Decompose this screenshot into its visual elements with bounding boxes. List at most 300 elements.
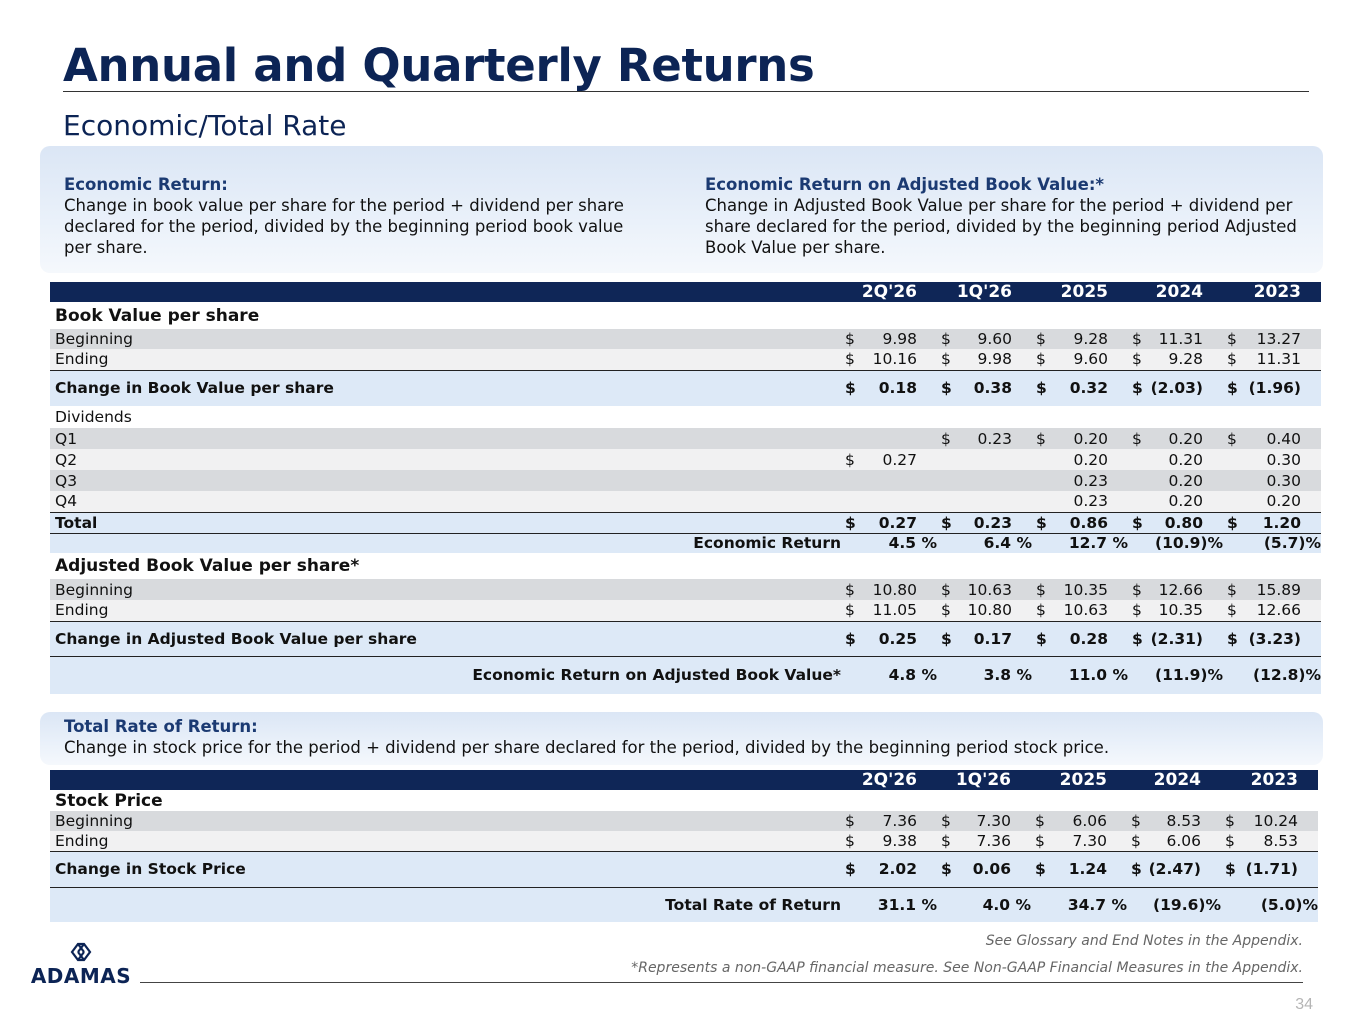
value-cell: (12.8)% bbox=[1223, 656, 1321, 694]
amount: 0.23 bbox=[1073, 492, 1108, 511]
amount: 11.05 bbox=[872, 601, 917, 620]
value-cell bbox=[1031, 790, 1127, 811]
amount: 10.80 bbox=[967, 601, 1012, 620]
amount: 11.31 bbox=[1256, 350, 1301, 369]
value-cell bbox=[1223, 428, 1321, 449]
total-rate-of-return-definition bbox=[64, 716, 1314, 758]
amount: 9.28 bbox=[1168, 350, 1203, 369]
definition-heading: Economic Return: bbox=[64, 175, 228, 194]
currency-symbol: $ bbox=[1036, 601, 1046, 620]
table-row bbox=[50, 329, 1321, 349]
currency-symbol: $ bbox=[845, 330, 855, 348]
value-cell bbox=[841, 553, 937, 579]
value-cell bbox=[1128, 579, 1223, 600]
currency-symbol: $ bbox=[1227, 350, 1237, 369]
amount: 0.23 bbox=[1073, 471, 1108, 490]
amount: 0.80 bbox=[1164, 513, 1203, 532]
column-header bbox=[1031, 770, 1127, 790]
amount: 10.35 bbox=[1158, 601, 1203, 620]
amount: 9.98 bbox=[977, 350, 1012, 369]
value-cell bbox=[1128, 302, 1223, 329]
value-cell bbox=[1128, 621, 1223, 656]
currency-symbol: $ bbox=[1227, 601, 1237, 620]
amount: 0.20 bbox=[1266, 492, 1301, 511]
amount: 0.28 bbox=[1069, 629, 1108, 648]
amount: 0.27 bbox=[882, 450, 917, 469]
value-cell bbox=[1127, 851, 1221, 887]
row-label: Book Value per share bbox=[55, 305, 260, 326]
value-cell bbox=[1032, 512, 1128, 533]
amount: 10.80 bbox=[872, 580, 917, 599]
value-cell bbox=[1223, 621, 1321, 656]
table-row bbox=[50, 553, 1321, 579]
amount: 0.20 bbox=[1073, 450, 1108, 469]
amount: 10.35 bbox=[1063, 580, 1108, 599]
value-cell: 34.7 % bbox=[1031, 887, 1127, 922]
amount: 0.32 bbox=[1069, 379, 1108, 398]
amount: 9.98 bbox=[882, 330, 917, 348]
value-cell bbox=[1223, 302, 1321, 329]
value-cell bbox=[1223, 553, 1321, 579]
value-cell bbox=[937, 302, 1032, 329]
amount: 1.20 bbox=[1262, 513, 1301, 532]
value-cell bbox=[1032, 406, 1128, 428]
value-cell bbox=[1032, 600, 1128, 621]
amount: (2.31) bbox=[1150, 629, 1203, 648]
value-cell bbox=[1223, 449, 1321, 470]
value-cell bbox=[841, 851, 937, 887]
value-cell bbox=[1128, 329, 1223, 349]
amount: 0.20 bbox=[1168, 492, 1203, 511]
currency-symbol: $ bbox=[941, 429, 951, 448]
currency-symbol: $ bbox=[1035, 812, 1045, 830]
value-cell bbox=[1032, 553, 1128, 579]
currency-symbol: $ bbox=[941, 601, 951, 620]
value-cell bbox=[1128, 470, 1223, 491]
stock-price-table bbox=[50, 770, 1318, 922]
currency-symbol: $ bbox=[845, 831, 855, 850]
table-row bbox=[50, 512, 1321, 533]
amount: 10.16 bbox=[872, 350, 917, 369]
column-header bbox=[1032, 282, 1128, 302]
definition-text: Change in stock price for the period + dividend per share declared for the period, divided by the beginning period stock price. bbox=[64, 738, 1110, 757]
amount: (3.23) bbox=[1248, 629, 1301, 648]
table-row bbox=[50, 831, 1318, 851]
value-cell bbox=[1031, 831, 1127, 851]
value-cell bbox=[1128, 449, 1223, 470]
value-cell bbox=[841, 449, 937, 470]
non-gaap-footnote: *Represents a non-GAAP financial measure. See Non-GAAP Financial Measures in the Appendix. bbox=[631, 960, 1303, 976]
value-cell bbox=[937, 553, 1032, 579]
value-cell bbox=[1031, 811, 1127, 831]
currency-symbol: $ bbox=[1036, 330, 1046, 348]
currency-symbol: $ bbox=[941, 812, 951, 830]
amount: 0.38 bbox=[973, 379, 1012, 398]
amount: (1.71) bbox=[1245, 860, 1298, 878]
value-cell bbox=[841, 811, 937, 831]
value-cell: (5.7)% bbox=[1223, 533, 1321, 553]
table-row bbox=[50, 579, 1321, 600]
column-header bbox=[841, 770, 937, 790]
currency-symbol: $ bbox=[1227, 513, 1238, 532]
currency-symbol: $ bbox=[1225, 860, 1236, 878]
value-cell bbox=[1128, 600, 1223, 621]
value-cell: 6.4 % bbox=[937, 533, 1032, 553]
amount: 2.02 bbox=[878, 860, 917, 878]
value-cell bbox=[1032, 428, 1128, 449]
column-header-label: 2025 bbox=[1060, 282, 1108, 302]
currency-symbol: $ bbox=[845, 513, 856, 532]
value-cell bbox=[1128, 553, 1223, 579]
amount: 10.63 bbox=[1063, 601, 1108, 620]
value-cell bbox=[1128, 512, 1223, 533]
table-row bbox=[50, 349, 1321, 370]
column-header-row bbox=[50, 282, 1321, 302]
amount: 8.53 bbox=[1166, 812, 1201, 830]
amount: 9.60 bbox=[1073, 350, 1108, 369]
column-header-label: 2024 bbox=[1155, 282, 1203, 302]
value-cell bbox=[841, 349, 937, 370]
value-cell bbox=[1128, 349, 1223, 370]
row-label: Ending bbox=[50, 349, 841, 370]
value-cell bbox=[841, 600, 937, 621]
amount: 0.18 bbox=[878, 379, 917, 398]
currency-symbol: $ bbox=[1035, 860, 1046, 878]
table-row bbox=[50, 656, 1321, 694]
value-cell bbox=[937, 621, 1032, 656]
table-row bbox=[50, 811, 1318, 831]
row-label: Q3 bbox=[50, 470, 841, 491]
amount: 0.23 bbox=[977, 429, 1012, 448]
economic-return-adjusted-definition bbox=[705, 174, 1315, 258]
table-row bbox=[50, 851, 1318, 887]
value-cell bbox=[937, 512, 1032, 533]
row-label: Change in Book Value per share bbox=[50, 370, 841, 406]
value-cell bbox=[841, 491, 937, 512]
currency-symbol: $ bbox=[941, 580, 951, 599]
amount: 0.86 bbox=[1069, 513, 1108, 532]
value-cell bbox=[1128, 370, 1223, 406]
value-cell bbox=[841, 470, 937, 491]
value-cell bbox=[937, 600, 1032, 621]
amount: 0.30 bbox=[1266, 471, 1301, 490]
currency-symbol: $ bbox=[941, 831, 951, 850]
table-row bbox=[50, 621, 1321, 656]
table-row bbox=[50, 428, 1321, 449]
value-cell bbox=[1223, 406, 1321, 428]
logo-mark-icon bbox=[28, 938, 134, 966]
row-label: Q4 bbox=[50, 491, 841, 512]
value-cell bbox=[1223, 470, 1321, 491]
value-cell bbox=[937, 470, 1032, 491]
value-cell bbox=[1127, 831, 1221, 851]
column-header bbox=[1221, 770, 1318, 790]
value-cell bbox=[1032, 329, 1128, 349]
amount: 13.27 bbox=[1256, 330, 1301, 348]
value-cell bbox=[937, 491, 1032, 512]
amount: 0.30 bbox=[1266, 450, 1301, 469]
value-cell: (11.9)% bbox=[1128, 656, 1223, 694]
value-cell bbox=[1127, 811, 1221, 831]
amount: 1.24 bbox=[1068, 860, 1107, 878]
row-label: Adjusted Book Value per share* bbox=[55, 556, 360, 576]
currency-symbol: $ bbox=[845, 860, 856, 878]
currency-symbol: $ bbox=[941, 379, 952, 398]
value-cell bbox=[937, 831, 1031, 851]
row-label: Q2 bbox=[50, 449, 841, 470]
amount: 12.66 bbox=[1158, 580, 1203, 599]
column-header-label: 1Q'26 bbox=[956, 282, 1012, 302]
value-cell bbox=[841, 579, 937, 600]
currency-symbol: $ bbox=[845, 812, 855, 830]
value-cell bbox=[1128, 406, 1223, 428]
row-label: Beginning bbox=[50, 811, 841, 831]
value-cell: 11.0 % bbox=[1032, 656, 1128, 694]
value-cell bbox=[937, 579, 1032, 600]
value-cell bbox=[841, 370, 937, 406]
amount: 11.31 bbox=[1158, 330, 1203, 348]
currency-symbol: $ bbox=[845, 580, 855, 599]
table-row bbox=[50, 406, 1321, 428]
currency-symbol: $ bbox=[845, 379, 856, 398]
table-row bbox=[50, 449, 1321, 470]
value-cell bbox=[1223, 370, 1321, 406]
value-cell: (10.9)% bbox=[1128, 533, 1223, 553]
book-value-table bbox=[50, 282, 1321, 694]
column-header-label: 2024 bbox=[1153, 770, 1201, 790]
currency-symbol: $ bbox=[1132, 350, 1142, 369]
currency-symbol: $ bbox=[1225, 812, 1235, 830]
column-header bbox=[937, 770, 1031, 790]
currency-symbol: $ bbox=[941, 629, 952, 648]
currency-symbol: $ bbox=[941, 513, 952, 532]
currency-symbol: $ bbox=[1132, 601, 1142, 620]
value-cell: 4.8 % bbox=[841, 656, 937, 694]
amount: 10.24 bbox=[1253, 812, 1298, 830]
amount: 9.60 bbox=[977, 330, 1012, 348]
amount: 0.20 bbox=[1168, 450, 1203, 469]
value-cell bbox=[937, 428, 1032, 449]
definition-heading: Total Rate of Return: bbox=[64, 717, 258, 736]
currency-symbol: $ bbox=[1227, 330, 1237, 348]
amount: 7.36 bbox=[882, 812, 917, 830]
currency-symbol: $ bbox=[1132, 513, 1143, 532]
value-cell bbox=[937, 349, 1032, 370]
row-label: Total bbox=[50, 512, 841, 533]
currency-symbol: $ bbox=[1132, 330, 1142, 348]
value-cell bbox=[1032, 470, 1128, 491]
amount: 0.20 bbox=[1168, 429, 1203, 448]
value-cell bbox=[1032, 370, 1128, 406]
value-cell bbox=[841, 406, 937, 428]
currency-symbol: $ bbox=[1036, 513, 1047, 532]
value-cell: (5.0)% bbox=[1221, 887, 1318, 922]
definition-text: Change in book value per share for the period + dividend per share declared for the period, divided by the beginning period book value per share. bbox=[64, 196, 624, 257]
currency-symbol: $ bbox=[1036, 580, 1046, 599]
column-header-row bbox=[50, 770, 1318, 790]
currency-symbol: $ bbox=[941, 330, 951, 348]
value-cell bbox=[1223, 512, 1321, 533]
header-blank-cell bbox=[50, 282, 841, 302]
value-cell bbox=[841, 329, 937, 349]
value-cell bbox=[1032, 621, 1128, 656]
value-cell bbox=[1223, 329, 1321, 349]
currency-symbol: $ bbox=[1132, 429, 1142, 448]
title-divider bbox=[63, 91, 1309, 92]
company-logo bbox=[28, 938, 134, 988]
currency-symbol: $ bbox=[1036, 379, 1047, 398]
amount: 0.06 bbox=[972, 860, 1011, 878]
row-label: Ending bbox=[50, 600, 841, 621]
row-label: Q1 bbox=[50, 428, 841, 449]
amount: 10.63 bbox=[967, 580, 1012, 599]
value-cell: 4.5 % bbox=[841, 533, 937, 553]
table-row bbox=[50, 600, 1321, 621]
value-cell bbox=[1221, 851, 1318, 887]
amount: 0.40 bbox=[1266, 429, 1301, 448]
table-row bbox=[50, 887, 1318, 922]
value-cell bbox=[1032, 449, 1128, 470]
value-cell bbox=[1032, 491, 1128, 512]
value-cell bbox=[937, 370, 1032, 406]
amount: 0.20 bbox=[1073, 429, 1108, 448]
column-header-label: 2023 bbox=[1253, 282, 1301, 302]
value-cell bbox=[1223, 579, 1321, 600]
table-row bbox=[50, 470, 1321, 491]
amount: 7.30 bbox=[976, 812, 1011, 830]
currency-symbol: $ bbox=[1227, 379, 1238, 398]
table-row bbox=[50, 790, 1318, 811]
value-cell bbox=[1127, 790, 1221, 811]
amount: 0.20 bbox=[1168, 471, 1203, 490]
amount: (2.03) bbox=[1150, 379, 1203, 398]
currency-symbol: $ bbox=[1227, 429, 1237, 448]
value-cell: 31.1 % bbox=[841, 887, 937, 922]
currency-symbol: $ bbox=[845, 601, 855, 620]
footer-divider bbox=[140, 982, 1303, 983]
amount: 9.38 bbox=[882, 831, 917, 850]
value-cell bbox=[1221, 790, 1318, 811]
amount: 6.06 bbox=[1072, 812, 1107, 830]
row-label: Economic Return on Adjusted Book Value* bbox=[50, 656, 841, 694]
currency-symbol: $ bbox=[845, 350, 855, 369]
currency-symbol: $ bbox=[1131, 831, 1141, 850]
value-cell bbox=[841, 302, 937, 329]
column-header-label: 1Q'26 bbox=[955, 770, 1011, 790]
page-title: Annual and Quarterly Returns bbox=[63, 39, 815, 92]
value-cell bbox=[841, 512, 937, 533]
value-cell bbox=[937, 811, 1031, 831]
column-header bbox=[1223, 282, 1321, 302]
value-cell: 3.8 % bbox=[937, 656, 1032, 694]
column-header bbox=[1127, 770, 1221, 790]
table-row bbox=[50, 302, 1321, 329]
currency-symbol: $ bbox=[1132, 379, 1143, 398]
column-header-label: 2025 bbox=[1059, 770, 1107, 790]
column-header bbox=[1128, 282, 1223, 302]
currency-symbol: $ bbox=[845, 450, 855, 469]
definition-text: Change in Adjusted Book Value per share for the period + dividend per share declared for the period, divided by the beginning period Adjusted Book Value per share. bbox=[705, 196, 1297, 257]
value-cell bbox=[1128, 428, 1223, 449]
table-row bbox=[50, 370, 1321, 406]
amount: (2.47) bbox=[1148, 860, 1201, 878]
amount: 0.27 bbox=[878, 513, 917, 532]
value-cell bbox=[841, 428, 937, 449]
value-cell bbox=[1223, 491, 1321, 512]
value-cell bbox=[1223, 349, 1321, 370]
value-cell bbox=[937, 406, 1032, 428]
header-blank-cell bbox=[50, 770, 841, 790]
row-label: Change in Stock Price bbox=[50, 851, 841, 887]
value-cell bbox=[937, 449, 1032, 470]
value-cell bbox=[841, 621, 937, 656]
amount: 0.17 bbox=[973, 629, 1012, 648]
column-header-label: 2Q'26 bbox=[861, 282, 917, 302]
currency-symbol: $ bbox=[1132, 629, 1143, 648]
row-label: Beginning bbox=[50, 579, 841, 600]
currency-symbol: $ bbox=[845, 629, 856, 648]
page-number: 34 bbox=[1295, 996, 1313, 1013]
amount: 0.23 bbox=[973, 513, 1012, 532]
value-cell bbox=[937, 790, 1031, 811]
economic-return-definition bbox=[64, 174, 654, 258]
currency-symbol: $ bbox=[1227, 580, 1237, 599]
definition-heading: Economic Return on Adjusted Book Value:* bbox=[705, 175, 1105, 194]
value-cell bbox=[1221, 811, 1318, 831]
value-cell bbox=[1223, 600, 1321, 621]
currency-symbol: $ bbox=[941, 350, 951, 369]
column-header bbox=[937, 282, 1032, 302]
value-cell bbox=[1032, 302, 1128, 329]
amount: 8.53 bbox=[1263, 831, 1298, 850]
amount: 0.25 bbox=[878, 629, 917, 648]
row-label: Dividends bbox=[50, 406, 841, 428]
value-cell bbox=[841, 790, 937, 811]
row-label: Stock Price bbox=[55, 790, 163, 811]
value-cell bbox=[1031, 851, 1127, 887]
column-header-label: 2Q'26 bbox=[861, 770, 917, 790]
row-label: Change in Adjusted Book Value per share bbox=[50, 621, 841, 656]
glossary-footnote: See Glossary and End Notes in the Appendix. bbox=[985, 933, 1303, 949]
currency-symbol: $ bbox=[1036, 350, 1046, 369]
amount: 7.30 bbox=[1072, 831, 1107, 850]
value-cell: 12.7 % bbox=[1032, 533, 1128, 553]
value-cell bbox=[1128, 491, 1223, 512]
currency-symbol: $ bbox=[1227, 629, 1238, 648]
table-row bbox=[50, 533, 1321, 553]
currency-symbol: $ bbox=[941, 860, 952, 878]
table-row bbox=[50, 491, 1321, 512]
currency-symbol: $ bbox=[1035, 831, 1045, 850]
row-label: Economic Return bbox=[50, 533, 841, 553]
amount: 7.36 bbox=[976, 831, 1011, 850]
amount: (1.96) bbox=[1248, 379, 1301, 398]
logo-wordmark: ADAMAS bbox=[30, 964, 132, 988]
amount: 12.66 bbox=[1256, 601, 1301, 620]
page-subtitle: Economic/Total Rate bbox=[63, 109, 347, 142]
amount: 6.06 bbox=[1166, 831, 1201, 850]
row-label: Beginning bbox=[50, 329, 841, 349]
column-header-label: 2023 bbox=[1250, 770, 1298, 790]
currency-symbol: $ bbox=[1131, 812, 1141, 830]
row-label: Ending bbox=[50, 831, 841, 851]
column-header bbox=[841, 282, 937, 302]
currency-symbol: $ bbox=[1225, 831, 1235, 850]
value-cell bbox=[1221, 831, 1318, 851]
currency-symbol: $ bbox=[1036, 429, 1046, 448]
value-cell: 4.0 % bbox=[937, 887, 1031, 922]
value-cell bbox=[1032, 349, 1128, 370]
